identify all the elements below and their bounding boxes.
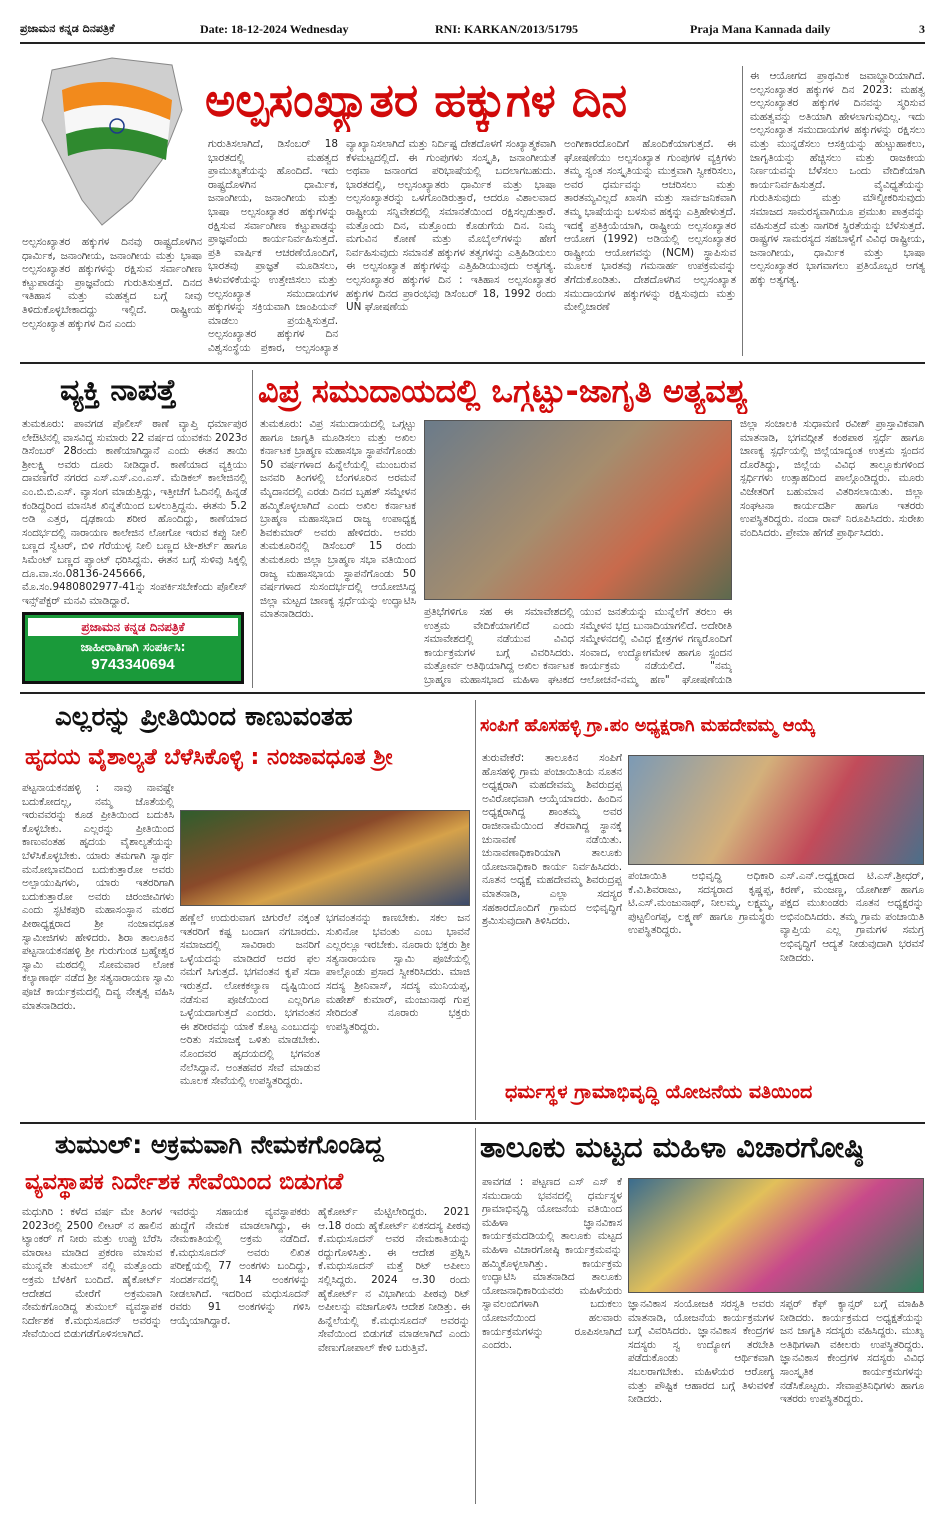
headline-sampige: ಸಂಪಿಗೆ ಹೊಸಹಳ್ಳಿ ಗ್ರಾ.ಪಂ ಅಧ್ಯಕ್ಷರಾಗಿ ಮಹದೇವಮ್ಮ ಆಯ್ಕೆ [480,716,816,736]
article1-col2: ಗುರುತಿಸಲಾಗಿದೆ, ಡಿಸೆಂಬರ್ 18 ಭಾರತದಲ್ಲಿ ಮಹತ್ವದ ಪ್ರಾಮುಖ್ಯತೆಯನ್ನು ಹೊಂದಿದೆ. ಇದು ರಾಷ್ಟ್ರದೊಳಗಿನ ಧಾರ್ಮಿಕ, ಜನಾಂಗೀಯ, ಜನಾಂಗೀಯ ಮತ್ತು ಭಾಷಾ ಅಲ್ಪಸಂಖ್ಯಾತರ ಹಕ್ಕುಗಳನ್ನು ರಕ್ಷಿಸುವ ಸರ್ವಾಂಗೀಣ ಕಟ್ಟುಪಾಡನ್ನು ಪ್ರಾಜ್ಞವೆಂದು ಕಾರ್ಯನಿರ್ವಹಿಸುತ್ತದೆ. ಪ್ರತಿ ವಾರ್ಷಿಕ ಆಚರಣೆಯೊಂದಿಗೆ, ಭಾರತವು ಪ್ರಾಜ್ಞತೆ ಮೂಡಿಸಲು, ತಿಳುವಳಿಕೆಯನ್ನು ಉತ್ತೇಜಿಸಲು ಮತ್ತು ಅಲ್ಪಸಂಖ್ಯಾತ ಸಮುದಾಯಗಳ ಹಕ್ಕುಗಳನ್ನು ಸಕ್ರಿಯವಾಗಿ ಚಾಂಪಿಯನ್ ಮಾಡಲು ಪ್ರಯತ್ನಿಸುತ್ತದೆ. ಅಲ್ಪಸಂಖ್ಯಾತರ ಹಕ್ಕುಗಳ ದಿನ ವಿಶ್ವಸಂಸ್ಥೆಯ ಪ್ರಕಾರ, ಅಲ್ಪಸಂಖ್ಯಾತ [208,138,338,354]
header-rule [20,42,925,44]
vipra-group-photo [424,420,732,600]
headline-swami-2: ಹೃದಯ ವೈಶಾಲ್ಯತೆ ಬೆಳೆಸಿಕೊಳ್ಳಿ : ನಂಜಾವಧೂತ ಶ್ರೀ [25,745,393,770]
headline-tumul-2: ವ್ಯವಸ್ಥಾಪಕ ನಿರ್ದೇಶಕ ಸೇವೆಯಿಂದ ಬಿಡುಗಡೆ [25,1169,344,1195]
headline-swami-1: ಎಲ್ಲರನ್ನು ಪ್ರೀತಿಯಿಂದ ಕಾಣುವಂತಹ [55,702,353,732]
sampige-photo [628,755,924,865]
article1-col1: ಅಲ್ಪಸಂಖ್ಯಾತರ ಹಕ್ಕುಗಳ ದಿನವು ರಾಷ್ಟ್ರದೊಳಗಿನ ಧಾರ್ಮಿಕ, ಜನಾಂಗೀಯ, ಜನಾಂಗೀಯ ಮತ್ತು ಭಾಷಾ ಅಲ್ಪಸಂಖ್ಯಾತರ ಹಕ್ಕುಗಳನ್ನು ರಕ್ಷಿಸುವ ಸರ್ವಾಂಗೀಣ ಕಟ್ಟುಪಾಡನ್ನು ಪ್ರಾಜ್ಞವೆಂದು ಗುರುತಿಸುತ್ತದೆ. ದಿನದ ಇತಿಹಾಸ ಮತ್ತು ಮಹತ್ವದ ಬಗ್ಗೆ ನೀವು ತಿಳಿದುಕೊಳ್ಳಬೇಕಾದದ್ದು ಇಲ್ಲಿದೆ. ರಾಷ್ಟ್ರೀಯ ಅಲ್ಪಸಂಖ್ಯಾತ ಹಕ್ಕುಗಳ ದಿನ ಎಂದು [22,236,202,330]
section-divider [20,1122,925,1124]
mahila-col1: ಪಾವಗಡ : ಪಟ್ಟಣದ ಎಸ್ ಎಸ್ ಕೆ ಸಮುದಾಯ ಭವನದಲ್ಲಿ ಧರ್ಮಸ್ಥಳ ಗ್ರಾಮಾಭಿವೃದ್ಧಿ ಯೋಜನೆಯ ವತಿಯಿಂದ ಮಹಿಳಾ ಜ್ಞಾನವಿಕಾಸ ಕಾರ್ಯಕ್ರಮದಡಿಯಲ್ಲಿ ತಾಲೂಕು ಮಟ್ಟದ ಮಹಿಳಾ ವಿಚಾರಗೋಷ್ಠಿ ಕಾರ್ಯಕ್ರಮವನ್ನು ಹಮ್ಮಿಕೊಳ್ಳಲಾಗಿತ್ತು. ಕಾರ್ಯಕ್ರಮ ಉದ್ಘಾಟಿಸಿ ಮಾತನಾಡಿದ ತಾಲೂಕು ಯೋಜನಾಧಿಕಾರಿಯವರು ಮಹಿಳೆಯರು ಸ್ವಾವಲಂಬಿಗಳಾಗಿ ಬದುಕಲು ಯೋಜನೆಯಿಂದ ಹಲವಾರು ಕಾರ್ಯಕ್ರಮಗಳನ್ನು ರೂಪಿಸಲಾಗಿದೆ ಎಂದರು. [482,1176,622,1352]
flag-map-image [22,50,197,232]
sampige-col1: ತುರುವೇಕೆರೆ: ತಾಲೂಕಿನ ಸಂಪಿಗೆ ಹೊಸಹಳ್ಳಿ ಗ್ರಾಮ ಪಂಚಾಯಿತಿಯ ನೂತನ ಅಧ್ಯಕ್ಷರಾಗಿ ಮಹದೇವಮ್ಮ ಶಿವರುದ್ರಪ್ಪ ಅವಿರೋಧವಾಗಿ ಆಯ್ಕೆಯಾದರು. ಹಿಂದಿನ ಅಧ್ಯಕ್ಷರಾಗಿದ್ದ ಶಾಂತಮ್ಮ ಅವರ ರಾಜೀನಾಮೆಯಿಂದ ತೆರವಾಗಿದ್ದ ಸ್ಥಾನಕ್ಕೆ ಚುನಾವಣೆ ನಡೆಯಿತು. ಚುನಾವಣಾಧಿಕಾರಿಯಾಗಿ ತಾಲೂಕು ಯೋಜನಾಧಿಕಾರಿ ಕಾರ್ಯ ನಿರ್ವಹಿಸಿದರು. ನೂತನ ಅಧ್ಯಕ್ಷೆ ಮಹದೇವಮ್ಮ ಶಿವರುದ್ರಪ್ಪ ಮಾತನಾಡಿ, ಎಲ್ಲಾ ಸದಸ್ಯರ ಸಹಕಾರದೊಂದಿಗೆ ಗ್ರಾಮದ ಅಭಿವೃದ್ಧಿಗೆ ಶ್ರಮಿಸುವುದಾಗಿ ತಿಳಿಸಿದರು. [482,752,622,928]
article1-col5: ಈ ಆಯೋಗದ ಪ್ರಾಥಮಿಕ ಜವಾಬ್ದಾರಿಯಾಗಿದೆ. ಅಲ್ಪಸಂಖ್ಯಾತರ ಹಕ್ಕುಗಳ ದಿನ 2023: ಮಹತ್ವ ಅಲ್ಪಸಂಖ್ಯಾತರ ಹಕ್ಕುಗಳ ದಿನವನ್ನು ಸ್ಮರಿಸುವ ಮಹತ್ವವನ್ನು ಅತಿಯಾಗಿ ಹೇಳಲಾಗುವುದಿಲ್ಲ. ಇದು ಅಲ್ಪಸಂಖ್ಯಾತ ಸಮುದಾಯಗಳ ಹಕ್ಕುಗಳನ್ನು ರಕ್ಷಿಸಲು ಮತ್ತು ಮುನ್ನಡೆಸಲು ಆಸಕ್ತಿಯನ್ನು ಹುಟ್ಟುಹಾಕಲು, ಜಾಗೃತಿಯನ್ನು ಹೆಚ್ಚಿಸಲು ಮತ್ತು ರಾಜಕೀಯ ನಿರ್ಣಯವನ್ನು ಬೆಳೆಸಲು ಒಂದು ವೇದಿಕೆಯಾಗಿ ಕಾರ್ಯನಿರ್ವಹಿಸುತ್ತದೆ. ವೈವಿಧ್ಯತೆಯನ್ನು ಗುರುತಿಸುವುದು ಮತ್ತು ಮೌಲ್ಯೀಕರಿಸುವುದು ಸಮಾಜದ ಸಾಮರಸ್ಯವಾಗಿಯೂ ಪ್ರಮುಖ ಪಾತ್ರವನ್ನು ವಹಿಸುತ್ತದೆ ಮತ್ತು ನಾಗರಿಕ ಸ್ಥಿರತೆಯನ್ನು ಬೆಳೆಸುತ್ತದೆ. ರಾಷ್ಟ್ರಗಳ ಸಾಮರಸ್ಯದ ಸಹಬಾಳ್ವೆಗೆ ವಿವಿಧ ರಾಷ್ಟ್ರೀಯ, ಜನಾಂಗೀಯ, ಧಾರ್ಮಿಕ ಮತ್ತು ಭಾಷಾ ಅಲ್ಪಸಂಖ್ಯಾತರ ಭಾಗವಾಗಲು ಪ್ರತಿಯೊಬ್ಬರ ಅಗತ್ಯ ಹಕ್ಕು ಅತ್ಯಗತ್ಯ. [750,70,925,286]
article1-col4: ಅಂಗೀಕಾರದೊಂದಿಗೆ ಹೊಂದಿಕೆಯಾಗುತ್ತದೆ. ಈ ಘೋಷಣೆಯು ಅಲ್ಪಸಂಖ್ಯಾತ ಗುಂಪುಗಳ ವ್ಯಕ್ತಿಗಳು ತಮ್ಮ ಸ್ವಂತ ಸಂಸ್ಕೃತಿಯನ್ನು ಮುಕ್ತವಾಗಿ ಸ್ವೀಕರಿಸಲು, ಅವರ ಧರ್ಮವನ್ನು ಆಚರಿಸಲು ಮತ್ತು ತಾರತಮ್ಯವಿಲ್ಲದೆ ಖಾಸಗಿ ಮತ್ತು ಸಾರ್ವಜನಿಕವಾಗಿ ತಮ್ಮ ಭಾಷೆಯನ್ನು ಬಳಸುವ ಹಕ್ಕನ್ನು ಎತ್ತಿಹೇಳುತ್ತದೆ. ಇದಕ್ಕೆ ಪ್ರತಿಕ್ರಿಯೆಯಾಗಿ, ರಾಷ್ಟ್ರೀಯ ಅಲ್ಪಸಂಖ್ಯಾತರ ಆಯೋಗ (1992) ಅಡಿಯಲ್ಲಿ ಅಲ್ಪಸಂಖ್ಯಾತರ ರಾಷ್ಟ್ರೀಯ ಆಯೋಗವನ್ನು (NCM) ಸ್ಥಾಪಿಸುವ ಮೂಲಕ ಭಾರತವು ಗಮನಾರ್ಹ ಉಪಕ್ರಮವನ್ನು ತೆಗೆದುಕೊಂಡಿತು. ದೇಶದೊಳಗಿನ ಅಲ್ಪಸಂಖ್ಯಾತ ಸಮುದಾಯಗಳ ಹಕ್ಕುಗಳನ್ನು ರಕ್ಷಿಸುವುದು ಮತ್ತು ಮೇಲ್ವಿಚಾರಣೆ [564,138,736,314]
ad-line-1: ಪ್ರಜಾಮನ ಕನ್ನಡ ದಿನಪತ್ರಿಕೆ [28,618,238,636]
vipra-col4: ಜಿಲ್ಲಾ ಸಂಚಾಲಕಿ ಸುಧಾಮಣಿ ರವೀಶ್ ಪ್ರಾಸ್ತಾವಿಕವಾಗಿ ಮಾತನಾಡಿ, ಭಗವದ್ಗೀತೆ ಕಂಠಪಾಠ ಸ್ಪರ್ಧೆ ಹಾಗೂ ಚಾಣಕ್ಯ ಸ್ಪರ್ಧೆಯಲ್ಲಿ ಜಿಲ್ಲೆಯಾದ್ಯಂತ ಉತ್ತಮ ಸ್ಪಂದನ ದೊರೆತಿದ್ದು, ಜಿಲ್ಲೆಯ ವಿವಿಧ ತಾಲ್ಲೂಕುಗಳಿಂದ ಸ್ಪರ್ಧಿಗಳು ಉತ್ಸಾಹದಿಂದ ಪಾಲ್ಗೊಂಡಿದ್ದರು. ಮೂರು ವಿಜೇತರಿಗೆ ಬಹುಮಾನ ವಿತರಿಸಲಾಯಿತು. ಜಿಲ್ಲಾ ಸಂಘಟನಾ ಕಾರ್ಯದರ್ಶಿ ಹಾಗೂ ಇತರರು ಉಪಸ್ಥಿತರಿದ್ದರು. ನಂದಾ ರಾವ್ ನಿರೂಪಿಸಿದರು. ಸುರೇಖ ವಂದಿಸಿದರು. ಪ್ರೇಮಾ ಹೆಗಡೆ ಪ್ರಾರ್ಥಿಸಿದರು. [740,418,924,539]
headline-tumul-1: ತುಮುಲ್: ಅಕ್ರಮವಾಗಿ ನೇಮಕಗೊಂಡಿದ್ದ [55,1130,384,1159]
article1-col3: ವ್ಯಾಖ್ಯಾನಿಸಲಾಗಿದೆ ಮತ್ತು ನಿರ್ದಿಷ್ಟ ದೇಶದೊಳಗೆ ಸಂಖ್ಯಾತ್ಮಕವಾಗಿ ಕೆಳಮಟ್ಟದಲ್ಲಿದೆ. ಈ ಗುಂಪುಗಳು ಸಂಸ್ಕೃತಿ, ಜನಾಂಗೀಯತೆ ಅಥವಾ ಜನಾಂಗದ ಪರಿಭಾಷೆಯಲ್ಲಿ ಬದಲಾಗಬಹುದು. ಭಾರತದಲ್ಲಿ, ಅಲ್ಪಸಂಖ್ಯಾತರು ಧಾರ್ಮಿಕ ಮತ್ತು ಭಾಷಾ ಅಲ್ಪಸಂಖ್ಯಾತರನ್ನು ಒಳಗೊಂಡಿರುತ್ತಾರೆ, ಆದರೂ ವಿಶಾಲವಾದ ರಾಷ್ಟ್ರೀಯ ಸನ್ನಿವೇಶದಲ್ಲಿ ಸಮಾನತೆಯಿಂದ ರಕ್ಷಿಸಲ್ಪಡುತ್ತಾರೆ. ಮತ್ತೊಂದು ದಿನ, ಮತ್ತೊಂದು ಕೊಡುಗೆಯ ದಿನ. ನಿಮ್ಮ ಮಗುವಿನ ಕೋಣೆ ಮತ್ತು ಮೊಬೈಲ್‌ಗಳನ್ನು ಹೇಗೆ ನಿರ್ವಹಿಸುವುದು ಸಮಾನತೆ ಹಕ್ಕುಗಳ ತತ್ವಗಳನ್ನು ಎತ್ತಿಹಿಡಿಯಲು ಈ ಅಲ್ಪಸಂಖ್ಯಾತ ಹಕ್ಕುಗಳನ್ನು ಎತ್ತಿಹಿಡಿಯುವುದು ಅತ್ಯಗತ್ಯ. ಅಲ್ಪಸಂಖ್ಯಾತರ ಹಕ್ಕುಗಳ ದಿನ : ಇತಿಹಾಸ ಅಲ್ಪಸಂಖ್ಯಾತರ ಹಕ್ಕುಗಳ ದಿನದ ಪ್ರಾರಂಭವು ಡಿಸೆಂಬರ್ 18, 1992 ರಂದು UN ಘೋಷಣೆಯ [346,138,556,314]
divider [475,700,476,1120]
vipra-col2: ಪ್ರತಿಭೆಗಳಿಗೂ ಸಹ ಈ ಸಮಾವೇಶದಲ್ಲಿ ಉತ್ತಮ ವೇದಿಕೆಯಾಗಲಿದೆ ಎಂದು ಸಮಾವೇಶದಲ್ಲಿ ನಡೆಯುವ ವಿವಿಧ ಕಾರ್ಯಕ್ರಮಗಳ ಬಗ್ಗೆ ವಿವರಿಸಿದರು. ಮತ್ತೋರ್ವ ಅತಿಥಿಯಾಗಿದ್ದ ಅಖಿಲ ಕರ್ನಾಟಕ ಬ್ರಾಹ್ಮಣ ಮಹಾಸಭಾದ ಮಹಿಳಾ ಘಟಕದ [424,606,574,686]
section-divider [20,362,925,364]
ad-line-2: ಜಾಹೀರಾತಿಗಾಗಿ ಸಂಪರ್ಕಿಸಿ: [80,640,186,654]
headline-vipra: ವಿಪ್ರ ಸಮುದಾಯದಲ್ಲಿ ಒಗ್ಗಟ್ಟು-ಜಾಗೃತಿ ಅತ್ಯವಶ್ಯ [258,372,748,410]
swami-photo [180,810,470,906]
header-paper-name: Praja Mana Kannada daily [690,22,831,36]
mahila-photo [628,1178,924,1293]
masthead: ಪ್ರಜಾಮನ ಕನ್ನಡ ದಿನಪತ್ರಿಕೆ [20,22,115,35]
divider [252,370,253,688]
section-divider [20,692,925,694]
swami-col3: ಭಗವಂತನನ್ನು ಕಾಣಬೇಕು. ಸಕಲ ಜನ ಸುಖಿನೋ ಭವಂತು ಎಂಬ ಭಾವನೆ ಎಲ್ಲರಲ್ಲೂ ಇರಬೇಕು. ನೂರಾರು ಭಕ್ತರು ಶ್ರೀ ಸತ್ಯನಾರಾಯಣ ಸ್ವಾಮಿ ಪೂಜೆಯಲ್ಲಿ ಪಾಲ್ಗೊಂಡು ಪ್ರಸಾದ ಸ್ವೀಕರಿಸಿದರು. ಮಾಜಿ ಸದಸ್ಯ ಶ್ರೀನಿವಾಸ್, ಸದಸ್ಯ ಮುನಿಯಪ್ಪ, ಮಹೇಶ್ ಕುಮಾರ್, ಮಂಜುನಾಥ ಗುಪ್ತ ಸೇರಿದಂತೆ ನೂರಾರು ಭಕ್ತರು ಉಪಸ್ಥಿತರಿದ್ದರು. [326,912,470,1033]
advertisement-box [22,612,244,684]
vipra-col1: ತುಮಕೂರು: ವಿಪ್ರ ಸಮುದಾಯದಲ್ಲಿ ಒಗ್ಗಟ್ಟು ಹಾಗೂ ಜಾಗೃತಿ ಮೂಡಿಸಲು ಮತ್ತು ಅಖಿಲ ಕರ್ನಾಟಕ ಬ್ರಾಹ್ಮಣ ಮಹಾಸಭಾ ಸ್ಥಾಪನೆಗೊಂಡು 50 ವರ್ಷಗಳಾದ ಹಿನ್ನೆಲೆಯಲ್ಲಿ ಮುಂಬರುವ ಜನವರಿ ತಿಂಗಳಲ್ಲಿ ಬೆಂಗಳೂರಿನ ಅರಮನೆ ಮೈದಾನದಲ್ಲಿ ಎರಡು ದಿನದ ಬೃಹತ್ ಸಮ್ಮೇಳನ ಹಮ್ಮಿಕೊಳ್ಳಲಾಗಿದೆ ಎಂದು ಅಖಿಲ ಕರ್ನಾಟಕ ಬ್ರಾಹ್ಮಣ ಮಹಾಸಭಾದ ರಾಜ್ಯ ಉಪಾಧ್ಯಕ್ಷ ಶಿವಕುಮಾರ್ ಅವರು ಹೇಳಿದರು. ಅವರು ತುಮಕೂರಿನಲ್ಲಿ ಡಿಸೆಂಬರ್ 15 ರಂದು ತುಮಕೂರು ಜಿಲ್ಲಾ ಬ್ರಾಹ್ಮಣ ಸಭಾ ವತಿಯಿಂದ ರಾಜ್ಯ ಮಹಾಸಭಾಯ ಸ್ಥಾಪನೆಗೊಂಡು 50 ವರ್ಷಗಳಾದ ಸುಸಂದರ್ಭದಲ್ಲಿ ಆಯೋಜಿಸಿದ್ದ ಜಿಲ್ಲಾ ಮಟ್ಟದ ಚಾಣಕ್ಯ ಸ್ಪರ್ಧೆಯನ್ನು ಉದ್ಘಾಟಿಸಿ ಮಾತನಾಡಿದರು. [260,418,416,621]
header-rni: RNI: KARKAN/2013/51795 [435,22,578,36]
headline-minority-rights: ಅಲ್ಪಸಂಖ್ಯಾತರ ಹಕ್ಕುಗಳ ದಿನ [205,73,628,127]
headline-mahila: ತಾಲೂಕು ಮಟ್ಟದ ಮಹಿಳಾ ವಿಚಾರಗೋಷ್ಠಿ [480,1130,864,1164]
header-date: Date: 18-12-2024 Wednesday [200,22,349,36]
swami-col2: ಹಣ್ಣೆಲೆ ಉದುರುವಾಗ ಚಿಗುರೆಲೆ ನಕ್ಕಂತೆ ಇತರರಿಗೆ ಕಷ್ಟ ಬಂದಾಗ ನಗಬಾರದು. ಸಮಾಜದಲ್ಲಿ ಸಾವಿರಾರು ಜನರಿಗೆ ಒಳ್ಳೆಯದನ್ನು ಮಾಡಿದರೆ ಅದರ ಫಲ ನಮಗೆ ಸಿಗುತ್ತದೆ. ಭಗವಂತನ ಕೃಪೆ ಸದಾ ಇರುತ್ತದೆ. ಲೋಕಕಲ್ಯಾಣ ದೃಷ್ಟಿಯಿಂದ ನಡೆಸುವ ಪೂಜೆಯಿಂದ ಎಲ್ಲರಿಗೂ ಒಳ್ಳೆಯದಾಗುತ್ತದೆ ಎಂದರು. ಭಗವಂತನ ಈ ಶರೀರವನ್ನು ಯಾಕೆ ಕೊಟ್ಟ ಎಂಬುದನ್ನು ಅರಿತು ಸಮಾಜಕ್ಕೆ ಒಳಿತು ಮಾಡಬೇಕು. ನೊಂದವರ ಹೃದಯದಲ್ಲಿ ಭಗವಂತ ನೆಲೆಸಿದ್ದಾನೆ. ಅಂತಹವರ ಸೇವೆ ಮಾಡುವ ಮೂಲಕ ಸೇವೆಯಲ್ಲಿ ಉಪಸ್ಥಿತರಿದ್ದರು. [180,912,320,1088]
divider [475,1128,476,1504]
sampige-col3: ಎಸ್.ಎನ್.ಅಧ್ಯಕ್ಷರಾದ ಟಿ.ಎಸ್.ಶ್ರೀಧರ್, ಕಿರಣ್, ಮಂಜಣ್ಣ, ಯೋಗೀಶ್ ಹಾಗೂ ಪಕ್ಷದ ಮುಖಂಡರು ನೂತನ ಅಧ್ಯಕ್ಷರನ್ನು ಅಭಿನಂದಿಸಿದರು. ತಮ್ಮ ಗ್ರಾಮ ಪಂಚಾಯಿತಿ ವ್ಯಾಪ್ತಿಯ ಎಲ್ಲ ಗ್ರಾಮಗಳ ಸಮಗ್ರ ಅಭಿವೃದ್ಧಿಗೆ ಆದ್ಯತೆ ನೀಡುವುದಾಗಿ ಭರವಸೆ ನೀಡಿದರು. [780,870,924,964]
headline-missing-person: ವ್ಯಕ್ತಿ ನಾಪತ್ತೆ [60,373,177,408]
mahila-col2: ಜ್ಞಾನವಿಕಾಸ ಸಂಯೋಜಕಿ ಸರಸ್ವತಿ ಅವರು ಮಾತನಾಡಿ, ಯೋಜನೆಯ ಕಾರ್ಯಕ್ರಮಗಳ ಬಗ್ಗೆ ವಿವರಿಸಿದರು. ಜ್ಞಾನವಿಕಾಸ ಕೇಂದ್ರಗಳ ಸದಸ್ಯರು ಸ್ವ ಉದ್ಯೋಗ ತರಬೇತಿ ಪಡೆದುಕೊಂಡು ಆರ್ಥಿಕವಾಗಿ ಸಬಲರಾಗಬೇಕು. ಮಹಿಳೆಯರ ಆರೋಗ್ಯ ಮತ್ತು ಪೌಷ್ಟಿಕ ಆಹಾರದ ಬಗ್ಗೆ ತಿಳುವಳಿಕೆ ನೀಡಿದರು. [628,1298,774,1406]
mahila-col3: ಸಪ್ಪರ್ ಕೆಫ್ ಕ್ಯಾನ್ಸರ್ ಬಗ್ಗೆ ಮಾಹಿತಿ ನೀಡಿದರು. ಕಾರ್ಯಕ್ರಮದ ಅಧ್ಯಕ್ಷತೆಯನ್ನು ಜನ ಜಾಗೃತಿ ಸದಸ್ಯರು ವಹಿಸಿದ್ದರು. ಮುಖ್ಯ ಅತಿಥಿಗಳಾಗಿ ವಕೀಲರು ಉಪಸ್ಥಿತರಿದ್ದರು. ಜ್ಞಾನವಿಕಾಸ ಕೇಂದ್ರಗಳ ಸದಸ್ಯರು ವಿವಿಧ ಸಾಂಸ್ಕೃತಿಕ ಕಾರ್ಯಕ್ರಮಗಳನ್ನು ನಡೆಸಿಕೊಟ್ಟರು. ಸೇವಾಪ್ರತಿನಿಧಿಗಳು ಹಾಗೂ ಇತರರು ಉಪಸ್ಥಿತರಿದ್ದರು. [780,1298,924,1406]
swami-col1: ಪಟ್ಟನಾಯಕನಹಳ್ಳಿ : ನಾವು ನಾವಷ್ಟೇ ಬದುಕೋದಲ್ಲ, ನಮ್ಮ ಜೊತೆಯಲ್ಲಿ ಇರುವವರನ್ನು ಕೂಡ ಪ್ರೀತಿಯಿಂದ ಬದುಕಿಸಿ ಕೊಳ್ಳಬೇಕು. ಎಲ್ಲರನ್ನು ಪ್ರೀತಿಯಿಂದ ಕಾಣುವಂತಹ ಹೃದಯ ವೈಶಾಲ್ಯತೆಯನ್ನು ಬೆಳೆಸಿಕೊಳ್ಳಬೇಕು. ಯಾರು ತಮಗಾಗಿ ಸ್ವಾರ್ಥ ಮನೋಭಾವದಿಂದ ಬದುಕುತ್ತಾರೋ ಅವರು ಅಲ್ಪಾಯುಷಿಗಳು, ಯಾರು ಇತರರಿಗಾಗಿ ಬದುಕುತ್ತಾರೋ ಅವರು ಚಿರಂಜೀವಿಗಳು ಎಂದು ಸ್ಫಟಿಕಪುರಿ ಮಹಾಸಂಸ್ಥಾನ ಮಠದ ಪೀಠಾಧ್ಯಕ್ಷರಾದ ಶ್ರೀ ನಂಜಾವಧೂತ ಸ್ವಾಮೀಜಿಗಳು ಹೇಳಿದರು. ಶಿರಾ ತಾಲೂಕಿನ ಪಟ್ಟನಾಯಕನಹಳ್ಳಿ ಶ್ರೀ ಗುರುಗುಂಡ ಬ್ರಹ್ಮೇಶ್ವರ ಸ್ವಾಮಿ ಮಠದಲ್ಲಿ ಸೋಮವಾರ ಲೋಕ ಕಲ್ಯಾಣಾರ್ಥ ನಡೆದ ಶ್ರೀ ಸತ್ಯನಾರಾಯಣ ಸ್ವಾಮಿ ಪೂಜೆ ಕಾರ್ಯಕ್ರಮದಲ್ಲಿ ದಿವ್ಯ ನೇತೃತ್ವ ವಹಿಸಿ ಮಾತನಾಡಿದರು. [22,782,174,1012]
page-number: 3 [919,22,925,36]
missing-person-body: ತುಮಕೂರು: ಪಾವಗಡ ಪೊಲೀಸ್ ಠಾಣೆ ವ್ಯಾಪ್ತಿ ಧರ್ಮಾಪುರ ಲೇಔಟಿನಲ್ಲಿ ವಾಸವಿದ್ದ ಸುಮಾರು 22 ವರ್ಷದ ಯುವಕನು 2023ರ ಡಿಸೆಂಬರ್ 28ರಂದು ಕಾಣೆಯಾಗಿದ್ದಾನೆ ಎಂದು ಈತನ ತಾಯಿ ಶ್ರೀಲಕ್ಷ್ಮಿ ಅವರು ದೂರು ನೀಡಿದ್ದಾರೆ. ಕಾಣೆಯಾದ ವ್ಯಕ್ತಿಯು ದಾವಣಗೆರೆ ನಗರದ ಎಸ್.ಎಸ್.ಎಂ.ಎಸ್. ಮೆಡಿಕಲ್ ಕಾಲೇಜಿನಲ್ಲಿ ಎಂ.ಬಿ.ಬಿ.ಎಸ್. ವ್ಯಾಸಂಗ ಮಾಡುತ್ತಿದ್ದು, ಇತ್ತೀಚೆಗೆ ಓದಿನಲ್ಲಿ ಹಿನ್ನಡೆ ಕಂಡಿದ್ದರಿಂದ ಮಾನಸಿಕ ಖಿನ್ನತೆಯಿಂದ ಬಳಲುತ್ತಿದ್ದನು. ಈತನು 5.2 ಅಡಿ ಎತ್ತರ, ದೃಢಕಾಯ ಶರೀರ ಹೊಂದಿದ್ದು, ಕಾಣೆಯಾದ ಸಂದರ್ಭದಲ್ಲಿ ನಾರಾಯಣ ಕಾಲೇಜಿನ ಲೋಗೋ ಇರುವ ಕಪ್ಪು ನೀಲಿ ಬಣ್ಣದ ಸ್ವೆಟರ್, ಬಿಳಿ ಗೆರೆಯುಳ್ಳ ನೀಲಿ ಬಣ್ಣದ ಟೀ-ಶರ್ಟ್ ಹಾಗೂ ಸಿಮೆಂಟ್ ಬಣ್ಣದ ಪ್ಯಾಂಟ್ ಧರಿಸಿದ್ದನು. ಈತನ ಬಗ್ಗೆ ಸುಳಿವು ಸಿಕ್ಕಲ್ಲಿ ದೂ.ವಾ.ಸಂ.08136-245666, ಮೊ.ಸಂ.9480802977-41ನ್ನು ಸಂಪರ್ಕಿಸಬೇಕೆಂದು ಪೊಲೀಸ್ ಇನ್ಸ್‌ಪೆಕ್ಟರ್ ಮನವಿ ಮಾಡಿದ್ದಾರೆ. [22,418,247,607]
tumul-col1: ಮಧುಗಿರಿ : ಕಳೆದ ವರ್ಷ ಮೇ ತಿಂಗಳ 2023ರಲ್ಲಿ 2500 ಲೀಟರ್ ನ ಹಾಲಿನ ಟ್ಯಾಂಕರ್ ಗೆ ನೀರು ಮತ್ತು ಉಪ್ಪು ಬೆರೆಸಿ ಮಾರಾಟ ಮಾಡಿದ ಪ್ರಕರಣ ಮಾಸುವ ಮುನ್ನವೇ ತುಮುಲ್ ನಲ್ಲಿ ಮತ್ತೊಂದು ಅಕ್ರಮ ಬೆಳಕಿಗೆ ಬಂದಿದೆ. ಹೈಕೋರ್ಟ್ ಆದೇಶದ ಮೇರೆಗೆ ಅಕ್ರಮವಾಗಿ ನೇಮಕಗೊಂಡಿದ್ದ ತುಮುಲ್ ವ್ಯವಸ್ಥಾಪಕ ನಿರ್ದೇಶಕ ಕೆ.ಮಧುಸೂದನ್ ಅವರನ್ನು ಸೇವೆಯಿಂದ ಬಿಡುಗಡೆಗೊಳಿಸಲಾಗಿದೆ. [22,1206,162,1341]
headline-dharmasthala: ಧರ್ಮಸ್ಥಳ ಗ್ರಾಮಾಭಿವೃದ್ಧಿ ಯೋಜನೆಯ ವತಿಯಿಂದ [505,1081,813,1103]
sampige-col2: ಪಂಚಾಯಿತಿ ಅಭಿವೃದ್ಧಿ ಅಧಿಕಾರಿ ಕೆ.ವಿ.ಶಿವರಾಜು, ಸದಸ್ಯರಾದ ಕೃಷ್ಣಪ್ಪ, ಟಿ.ಎಸ್.ಮಂಜುನಾಥ್, ನೀಲಮ್ಮ, ಲಕ್ಷ್ಮಮ್ಮ, ಪುಟ್ಟಲಿಂಗಪ್ಪ, ಲಕ್ಷ್ಮಣ್ ಹಾಗೂ ಗ್ರಾಮಸ್ಥರು ಉಪಸ್ಥಿತರಿದ್ದರು. [628,870,774,937]
tumul-col3: ಹೈಕೋರ್ಟ್ ಮೆಟ್ಟಿಲೇರಿದ್ದರು. 2021 ಆ.18 ರಂದು ಹೈಕೋರ್ಟ್ ಏಕಸದಸ್ಯ ಪೀಠವು ಕೆ.ಮಧುಸೂದನ್ ಅವರ ನೇಮಕಾತಿಯನ್ನು ರದ್ದುಗೊಳಿಸಿತ್ತು. ಈ ಆದೇಶ ಪ್ರಶ್ನಿಸಿ ಕೆ.ಮಧುಸೂದನ್ ಮತ್ತೆ ರಿಟ್ ಅಪೀಲು ಸಲ್ಲಿಸಿದ್ದರು. 2024 ಆ.30 ರಂದು ಹೈಕೋರ್ಟ್ ನ ವಿಭಾಗೀಯ ಪೀಠವು ರಿಟ್ ಅಪೀಲನ್ನು ವಜಾಗೊಳಿಸಿ ಆದೇಶ ನೀಡಿತ್ತು. ಈ ಹಿನ್ನೆಲೆಯಲ್ಲಿ ಕೆ.ಮಧುಸೂದನ್ ಅವರನ್ನು ಸೇವೆಯಿಂದ ಬಿಡುಗಡೆ ಮಾಡಲಾಗಿದೆ ಎಂದು ವೇಣುಗೋಪಾಲ್ ಕೇಳಿ ಬರುತ್ತಿವೆ. [318,1206,470,1354]
ad-phone: 9743340694 [91,656,175,673]
vipra-col3: ಯುವ ಜನತೆಯನ್ನು ಮುನ್ನೆಲೆಗೆ ತರಲು ಈ ಸಮ್ಮೇಳನ ಭದ್ರ ಬುನಾದಿಯಾಗಲಿದೆ. ಅದೇರೀತಿ ಸಮ್ಮೇಳನದಲ್ಲಿ ವಿವಿಧ ಕ್ಷೇತ್ರಗಳ ಗಣ್ಯರೊಂದಿಗೆ ಸಂವಾದ, ಉದ್ಯೋಗಮೇಳ ಹಾಗೂ ಸ್ಪಂದನ ಕಾರ್ಯಕ್ರಮ ನಡೆಯಲಿದೆ. "ನಮ್ಮ ಆಲೋಚನೆ-ನಮ್ಮ ಹಣ" ಘೋಷಣೆಯಡಿ [580,606,732,686]
divider [742,66,743,356]
tumul-col2: ಇವರನ್ನು ಸಹಾಯಕ ವ್ಯವಸ್ಥಾಪಕರು ಹುದ್ದೆಗೆ ನೇಮಕ ಮಾಡಲಾಗಿದ್ದು, ಈ ನೇಮಕಾತಿಯಲ್ಲಿ ಅಕ್ರಮ ನಡೆದಿದೆ. ಕೆ.ಮಧುಸೂದನ್ ಅವರು ಲಿಖಿತ ಪರೀಕ್ಷೆಯಲ್ಲಿ 77 ಅಂಕಗಳು ಬಂದಿದ್ದು, ಸಂದರ್ಶನದಲ್ಲಿ 14 ಅಂಕಗಳನ್ನು ನೀಡಲಾಗಿದೆ. ಇದರಿಂದ ಮಧುಸೂದನ್ ರವರು 91 ಅಂಕಗಳನ್ನು ಗಳಿಸಿ ಆಯ್ಕೆಯಾಗಿದ್ದಾರೆ. [170,1206,310,1327]
